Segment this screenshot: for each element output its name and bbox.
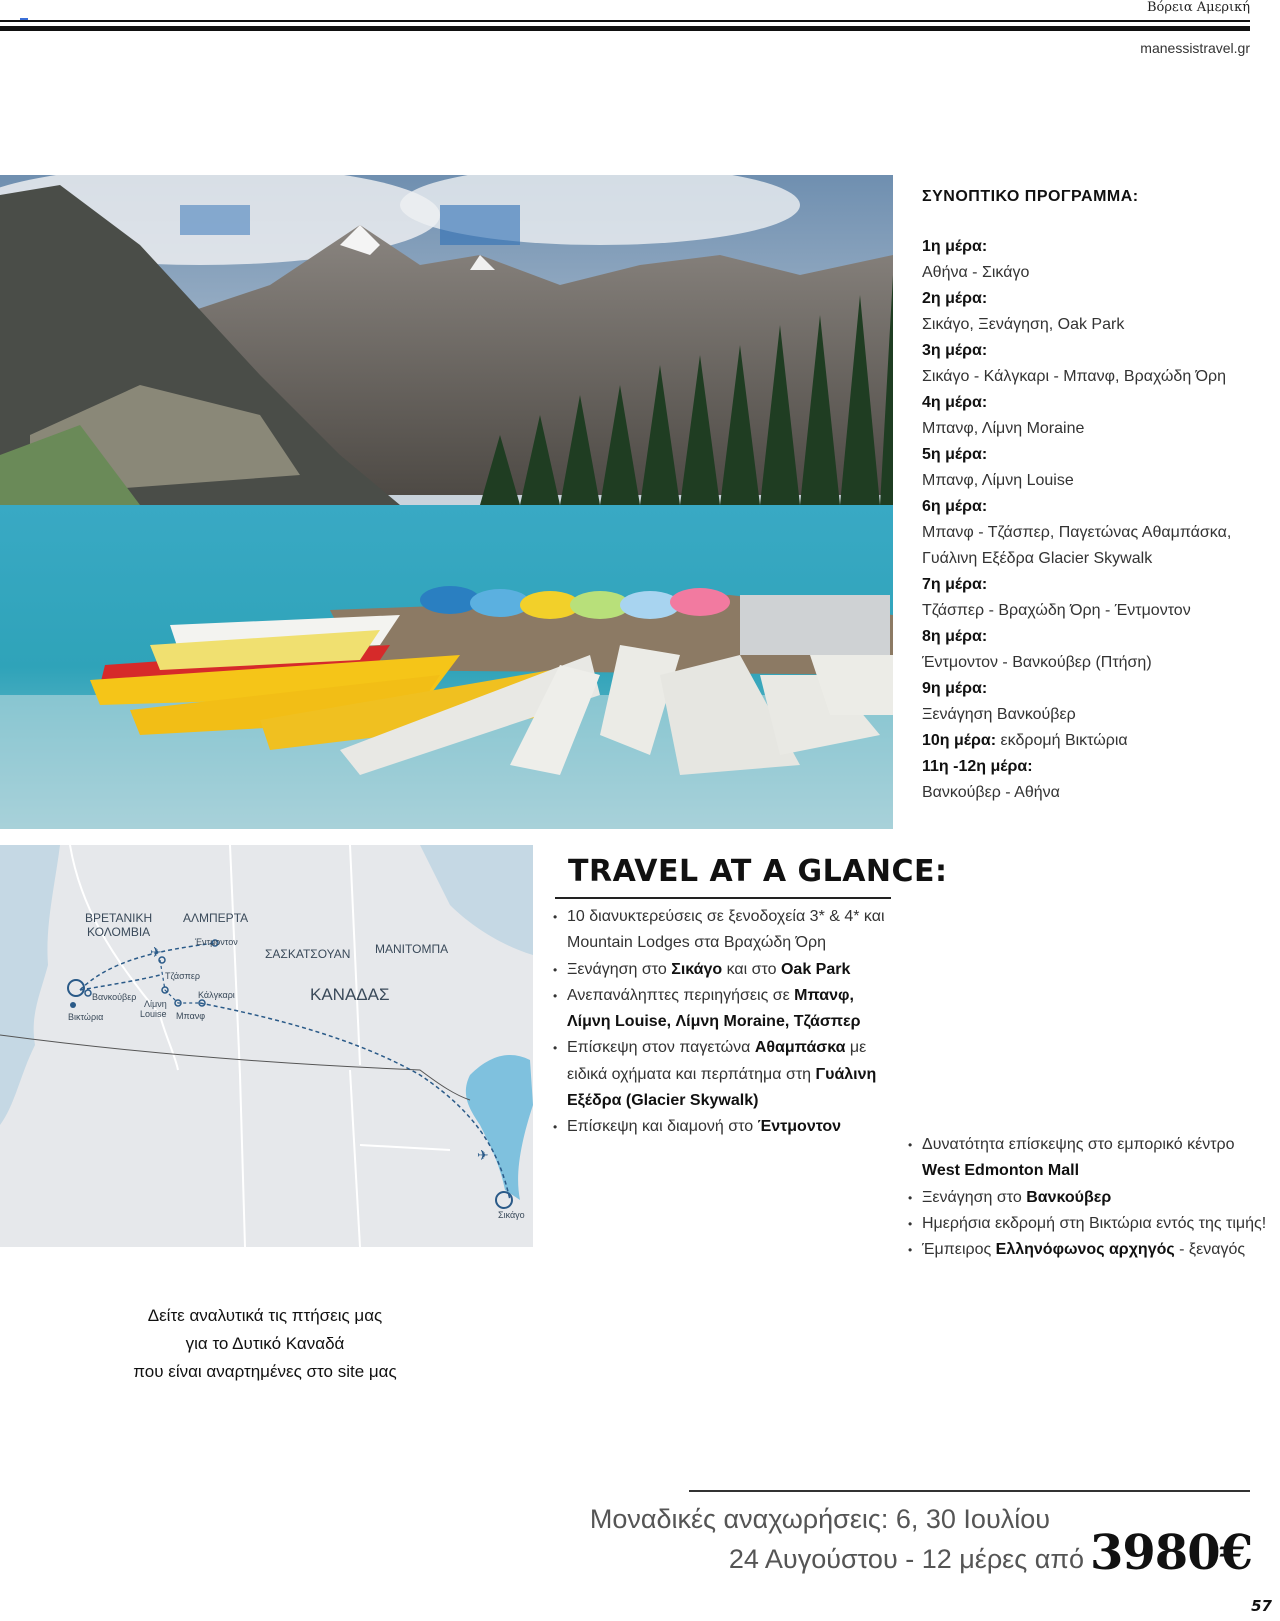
- program-day-label: 6η μέρα:: [922, 498, 988, 515]
- map-label-vancouver: Βανκούβερ: [92, 992, 137, 1002]
- departure-duration: 24 Αυγούστου - 12 μέρες από: [728, 1544, 1084, 1574]
- map-label-edmonton: Έντμοντον: [195, 937, 238, 947]
- program-day: [922, 234, 1262, 286]
- map-label-bc2: ΚΟΛΟΜΒΙΑ: [87, 925, 151, 939]
- list-text: Ξενάγηση στο: [922, 1188, 1027, 1206]
- map-label-jasper: Τζάσπερ: [165, 971, 200, 981]
- program-day-text: Μπανφ, Λίμνη Louise: [922, 472, 1074, 489]
- price: 3980€: [1090, 1525, 1252, 1581]
- map-label-banff: Μπανφ: [176, 1011, 206, 1021]
- list-item: [553, 1035, 898, 1114]
- header-rule-thin: [0, 20, 1250, 22]
- list-item: [908, 1185, 1268, 1211]
- program-day-text: Τζάσπερ - Βραχώδη Όρη - Έντμοντον: [922, 602, 1191, 619]
- program-summary: [922, 188, 1262, 806]
- program-day-label: 10η μέρα:: [922, 732, 997, 749]
- program-day-text: Βανκούβερ - Αθήνα: [922, 784, 1060, 801]
- list-text: 10 διανυκτερεύσεις σε ξενοδοχεία 3* & 4* και Mountain Lodges στα Βραχώδη Όρη: [567, 908, 885, 952]
- program-day-label: 3η μέρα:: [922, 342, 988, 359]
- section-title: Βόρεια Αμερική: [1147, 0, 1250, 15]
- map-label-louise1: Λίμνη: [144, 999, 167, 1009]
- program-day-label: 5η μέρα:: [922, 446, 988, 463]
- program-day-label: 2η μέρα:: [922, 290, 988, 307]
- program-days: [922, 234, 1262, 806]
- list-item: [908, 1237, 1268, 1263]
- highlight-text: Μπανφ, Λίμνη Louise, Λίμνη Moraine, Τζάσπερ: [567, 986, 861, 1031]
- list-text: Ημερήσια εκδρομή στη Βικτώρια εντός της τιμής!: [922, 1214, 1267, 1232]
- highlight-text: Αθαμπάσκα: [754, 1039, 846, 1057]
- list-item: [553, 983, 898, 1036]
- program-day-label: 7η μέρα:: [922, 576, 988, 593]
- header-rule-thick: [0, 26, 1250, 31]
- program-day-text: Έντμοντον - Βανκούβερ (Πτήση): [922, 654, 1152, 671]
- glance-title: TRAVEL AT A GLANCE:: [568, 854, 948, 889]
- list-text: Επίσκεψη και διαμονή στο: [567, 1118, 758, 1136]
- program-day: [922, 390, 1262, 442]
- program-day: [922, 572, 1262, 624]
- program-day-label: 8η μέρα:: [922, 628, 988, 645]
- highlight-text: Σικάγο: [671, 960, 723, 978]
- map-label-victoria: Βικτώρια: [68, 1012, 104, 1022]
- program-day-text: Μπανφ - Τζάσπερ, Παγετώνας Αθαμπάσκα, Γυάλινη Εξέδρα Glacier Skywalk: [922, 524, 1232, 567]
- map-label-manitoba: ΜΑΝΙΤΟΜΠΑ: [375, 942, 449, 956]
- list-text: και στο: [722, 960, 781, 978]
- program-day: [922, 442, 1262, 494]
- program-day-label: 11η -12η μέρα:: [922, 758, 1033, 775]
- list-item: [908, 1211, 1268, 1237]
- list-text: με ειδικά οχήματα και περπάτημα στη: [567, 1039, 867, 1083]
- flights-note-line: Δείτε αναλυτικά τις πτήσεις μας: [147, 1306, 383, 1325]
- map-label-canada: ΚΑΝΑΔΑΣ: [310, 985, 390, 1004]
- glance-rule: [555, 897, 891, 899]
- list-text: Ανεπανάληπτες περιηγήσεις σε: [567, 986, 795, 1004]
- list-item: [908, 1132, 1268, 1185]
- map-label-calgary: Κάλγκαρι: [198, 990, 235, 1000]
- map-label-alberta: ΑΛΜΠΕΡΤΑ: [183, 911, 249, 925]
- highlight-text: West Edmonton Mall: [922, 1162, 1080, 1180]
- list-item: [553, 904, 898, 957]
- map-label-louise2: Louise: [140, 1009, 167, 1019]
- map-label-bc: ΒΡΕΤΑΝΙΚΗ: [85, 911, 153, 925]
- svg-text:✈: ✈: [150, 945, 162, 961]
- site-url[interactable]: manessistravel.gr: [1140, 40, 1250, 56]
- flights-note-line: για το Δυτικό Καναδά: [185, 1334, 345, 1353]
- list-text: Δυνατότητα επίσκεψης στο εμπορικό κέντρο: [922, 1136, 1235, 1153]
- list-item: [553, 957, 898, 983]
- program-day-text: Σικάγο, Ξενάγηση, Oak Park: [922, 316, 1125, 333]
- flights-note: [100, 1302, 430, 1386]
- highlight-text: Βανκούβερ: [1026, 1188, 1112, 1206]
- flights-note-line: που είναι αναρτημένες στο site μας: [133, 1362, 397, 1381]
- program-day-text: Αθήνα - Σικάγο: [922, 264, 1030, 281]
- extra-highlights-list: [908, 1132, 1268, 1263]
- program-day-label: 4η μέρα:: [922, 394, 988, 411]
- program-day: [922, 286, 1262, 338]
- program-day: [922, 494, 1262, 572]
- program-day-text: Μπανφ, Λίμνη Moraine: [922, 420, 1085, 437]
- map-label-chicago: Σικάγο: [498, 1210, 525, 1220]
- list-text: Έμπειρος: [922, 1241, 996, 1259]
- list-item: [553, 1114, 898, 1140]
- highlight-text: Γυάλινη Εξέδρα (Glacier Skywalk): [567, 1065, 877, 1110]
- departure-dates: Μοναδικές αναχωρήσεις: 6, 30 Ιουλίου: [589, 1504, 1050, 1534]
- list-text: Επίσκεψη στον παγετώνα: [567, 1039, 755, 1057]
- program-day-text: εκδρομή Βικτώρια: [996, 732, 1128, 749]
- list-text: - ξεναγός: [1174, 1241, 1246, 1259]
- map-label-saskatchewan: ΣΑΣΚΑΤΣΟΥΑΝ: [265, 947, 351, 961]
- program-day: [922, 676, 1262, 728]
- pricing-rule: [689, 1490, 1250, 1492]
- program-day: [922, 728, 1262, 754]
- program-day: [922, 624, 1262, 676]
- program-day: [922, 754, 1262, 806]
- highlight-text: Oak Park: [780, 960, 851, 978]
- list-text: Ξενάγηση στο: [567, 960, 672, 978]
- route-map: [0, 845, 533, 1247]
- highlight-text: Έντμοντον: [757, 1118, 842, 1136]
- program-day-text: Σικάγο - Κάλγκαρι - Μπανφ, Βραχώδη Όρη: [922, 368, 1227, 385]
- page-number: 57: [1251, 1597, 1272, 1615]
- program-day: [922, 338, 1262, 390]
- program-day-text: Ξενάγηση Βανκούβερ: [922, 706, 1076, 723]
- program-title: ΣΥΝΟΠΤΙΚΟ ΠΡΟΓΡΑΜΜΑ:: [922, 188, 1139, 205]
- glance-list: [553, 904, 898, 1141]
- moraine-lake-photo: [0, 175, 893, 829]
- program-day-label: 9η μέρα:: [922, 680, 988, 697]
- svg-text:✈: ✈: [477, 1148, 489, 1164]
- highlight-text: Ελληνόφωνος αρχηγός: [995, 1241, 1175, 1259]
- program-day-label: 1η μέρα:: [922, 238, 988, 255]
